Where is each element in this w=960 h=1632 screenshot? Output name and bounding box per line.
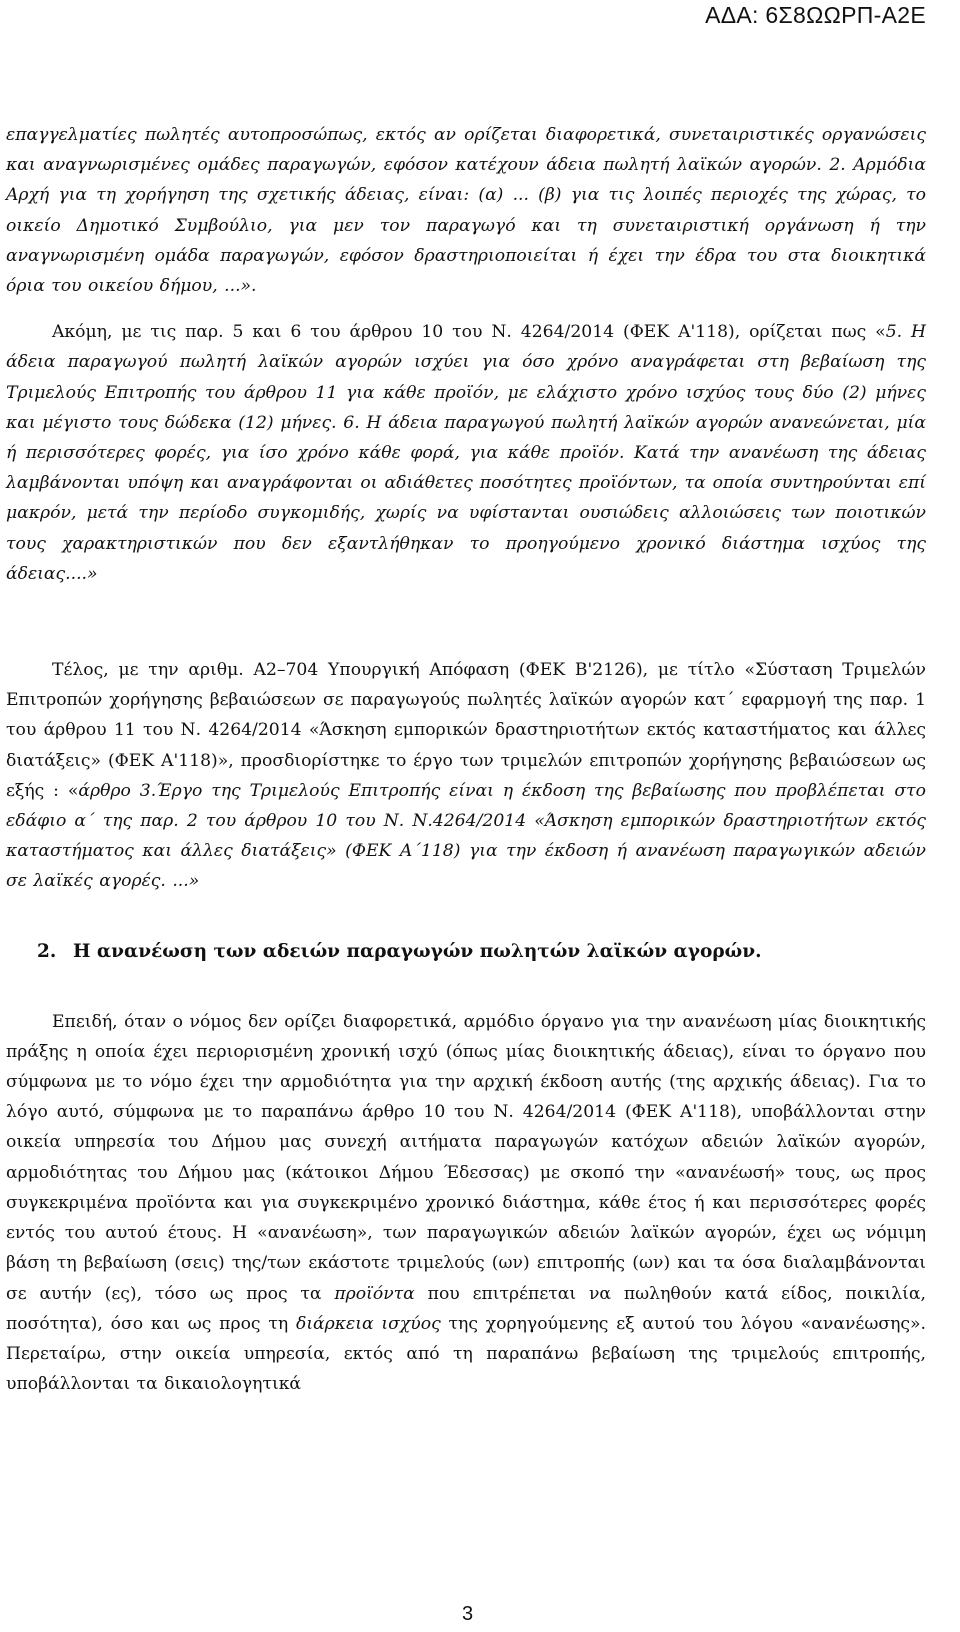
page-number: 3 [462, 1603, 474, 1625]
paragraph-renewal [6, 1007, 926, 1400]
paragraph-text: που επιτρέπεται να πωληθούν κατά είδος, ποικιλία, ποσότητα), όσο και ως προς τη [6, 1283, 926, 1334]
paragraph-emphasis: προϊόντα [334, 1283, 415, 1304]
paragraph-quote: άρθρο 3.Έργο της Τριμελούς Επιτροπής είναι η έκδοση της βεβαίωσης που προβλέπεται στο εδάφιο α΄ της παρ. 2 του άρθρου 10 του Ν. Ν.4264/2014 «Άσκηση εμπορικών δραστηριοτήτων εκτός καταστήματος και άλλες διατάξεις» (ΦΕΚ Α΄118) για την έκδοση ή ανανέωση παραγωγικών αδειών σε λαϊκές αγορές. ...» [6, 780, 926, 892]
paragraph-text: της χορηγούμενης εξ αυτού του λόγου «ανανέωσης». Περεταίρω, στην οικεία υπηρεσία, εκτός από τη παραπάνω βεβαίωση της τριμελούς επιτροπής, υποβάλλονται τα δικαιολογητικά [6, 1313, 926, 1395]
paragraph-emphasis: διάρκεια ισχύος [295, 1313, 441, 1334]
section-title: Η ανανέωση των αδειών παραγωγών πωλητών λαϊκών αγορών. [73, 940, 762, 962]
paragraph-text: Επειδή, όταν ο νόμος δεν ορίζει διαφορετικά, αρμόδιο όργανο για την ανανέωση μίας διοικητικής πράξης η οποία έχει περιορισμένη χρονική ισχύ (όπως μίας διοικητικής άδειας), είναι το όργανο που σύμφωνα με το νόμο έχει την αρμοδιότητα για την αρχική έκδοση αυτής (της αρχικής άδειας). Για το λόγο αυτό, σύμφωνα με το παραπάνω άρθρο 10 του Ν. 4264/2014 (ΦΕΚ Α'118), υποβάλλονται στην οικεία υπηρεσία του Δήμου μας συνεχή αιτήματα παραγωγών κατόχων αδειών λαϊκών αγορών, αρμοδιότητας του Δήμου μας (κάτοικοι Δήμου Έδεσσας) με σκοπό την «ανανέωσή» τους, ως προς συγκεκριμένα προϊόντα και για συγκεκριμένο χρονικό διάστημα, κάθε έτος ή και περισσότερες φορές εντός του αυτού έτους. Η «ανανέωση», των παραγωγικών αδειών λαϊκών αγορών, έχει ως νόμιμη βάση τη βεβαίωση (σεις) της/των εκάστοτε τριμελούς (ων) επιτροπής (ων) και τα όσα διαλαμβάνονται σε αυτήν (ες), τόσο ως προς τα [6, 1011, 926, 1304]
paragraph-quote: 5. Η άδεια παραγωγού πωλητή λαϊκών αγορών ισχύει για όσο χρόνο αναγράφεται στη βεβαίωση της Τριμελούς Επιτροπής του άρθρου 11 για κάθε προϊόν, με ελάχιστο χρόνο ισχύος τους δύο (2) μήνες και μέγιστο τους δώδεκα (12) μήνες. 6. Η άδεια παραγωγού πωλητή λαϊκών αγορών ανανεώνεται, μία ή περισσότερες φορές, για ίσο χρόνο κάθε φορά, για κάθε προϊόν. Κατά την ανανέωση της άδειας λαμβάνονται υπόψη και αναγράφονται οι αδιάθετες ποσότητες προϊόντων, τα οποία συντηρούνται επί μακρόν, μετά την περίοδο συγκομιδής, χωρίς να υφίστανται ουσιώδεις αλλοιώσεις των ποιοτικών τους χαρακτηριστικών που δεν εξαντλήθηκαν το προηγούμενο χρονικό διάστημα ισχύος της άδειας....» [6, 322, 926, 584]
section-heading [37, 937, 960, 967]
ada-code: ΑΔΑ: 6Σ8ΩΩΡΠ-Α2Ε [705, 2, 926, 28]
section-number: 2. [37, 940, 57, 962]
paragraph-quote-continuation: επαγγελματίες πωλητές αυτοπροσώπως, εκτός αν ορίζεται διαφορετικά, συνεταιριστικές οργανώσεις και αναγνωρισμένες ομάδες παραγωγών, εφόσον κατέχουν άδεια πωλητή λαϊκών αγορών. 2. Αρμόδια Αρχή για τη χορήγηση της σχετικής άδειας, είναι: (α) ... (β) για τις λοιπές περιοχές της χώρας, το οικείο Δημοτικό Συμβούλιο, για μεν τον παραγωγό και τη συνεταιριστική οργάνωση ή την αναγνωρισμένη ομάδα παραγωγών, εφόσον δραστηριοποιείται ή έχει την έδρα του στα διοικητικά όρια του οικείου δήμου, ...». [6, 125, 926, 297]
paragraph-ministerial-decision [6, 655, 926, 897]
paragraph-law-reference [6, 317, 926, 589]
paragraph-intro: Ακόμη, με τις παρ. 5 και 6 του άρθρου 10 του Ν. 4264/2014 (ΦΕΚ Α'118), ορίζεται πως « [52, 322, 886, 343]
document-body [0, 120, 960, 1399]
paragraph-intro: Τέλος, με την αριθμ. Α2–704 Υπουργική Απόφαση (ΦΕΚ Β'2126), με τίτλο «Σύσταση Τριμελών Επιτροπών χορήγησης βεβαιώσεων σε παραγωγούς πωλητές λαϊκών αγορών κατ΄ εφαρμογή της παρ. 1 του άρθρου 11 του Ν. 4264/2014 «Άσκηση εμπορικών δραστηριοτήτων εκτός καταστήματος και άλλες διατάξεις» (ΦΕΚ Α'118)», προσδιορίστηκε το έργο των τριμελών επιτροπών χορήγησης βεβαιώσεων ως εξής : « [6, 660, 926, 801]
